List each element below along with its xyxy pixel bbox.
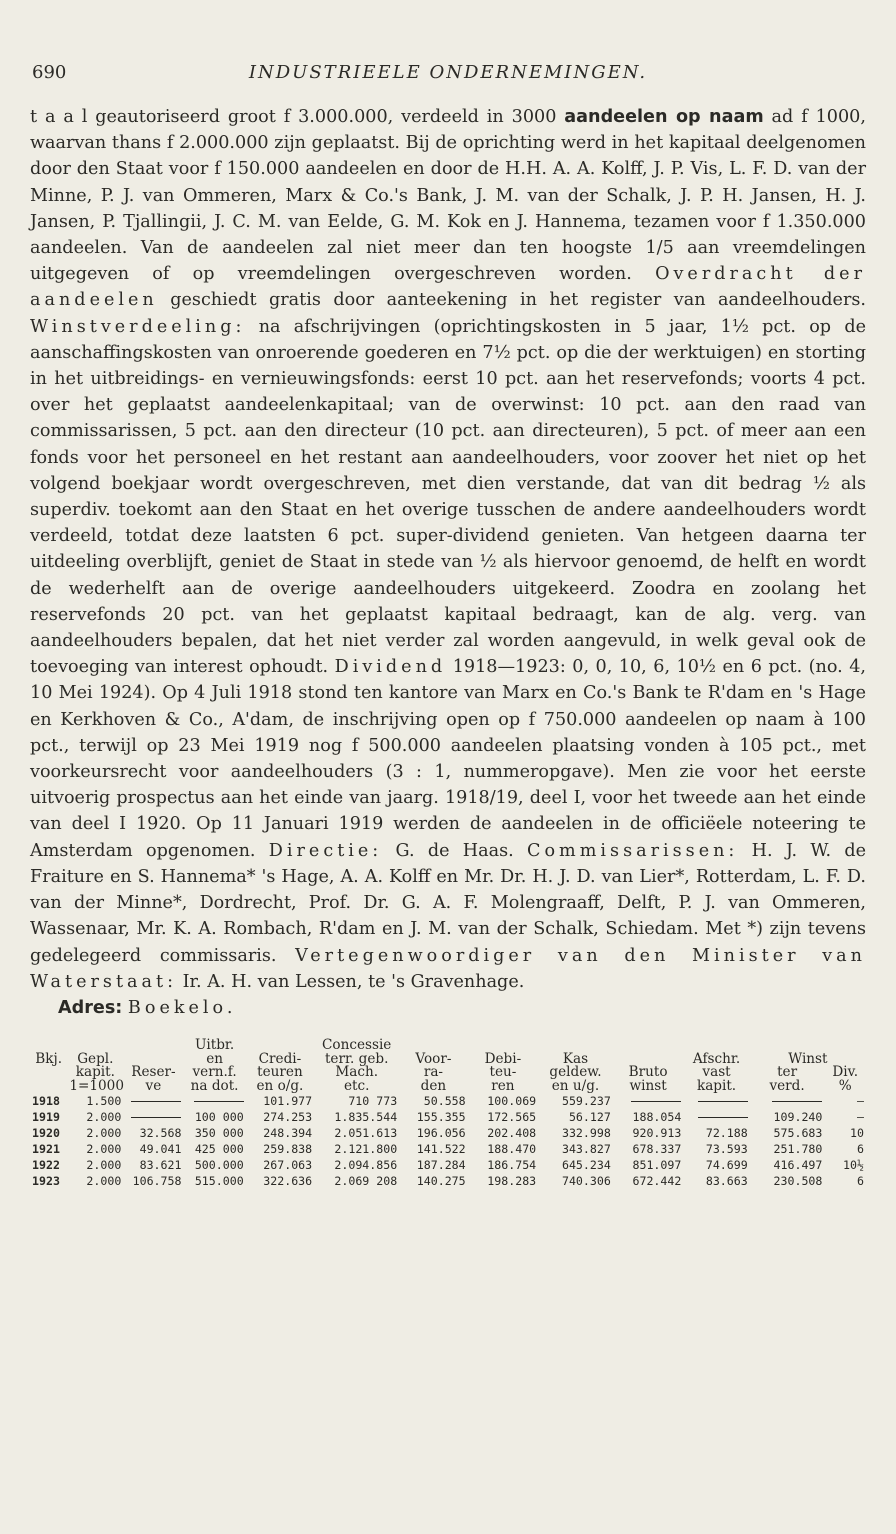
table-cell: 100.069 bbox=[487, 1094, 537, 1109]
table-cell: 187.284 bbox=[416, 1158, 466, 1173]
table-cell: 343.827 bbox=[561, 1142, 611, 1157]
table-header-cell: Gepl. bbox=[77, 1050, 114, 1067]
table-cell: 678.337 bbox=[632, 1142, 682, 1157]
table-cell: 2.069 208 bbox=[334, 1174, 398, 1189]
table-cell: 83.663 bbox=[705, 1174, 748, 1189]
table-cell: 155.355 bbox=[416, 1110, 466, 1125]
table-cell: 500.000 bbox=[194, 1158, 244, 1173]
table-cell: 2.000 bbox=[86, 1158, 122, 1173]
table-cell: 1922 bbox=[32, 1158, 60, 1173]
spaced-heading: Dividend bbox=[334, 657, 447, 678]
table-cell: 2.000 bbox=[86, 1126, 122, 1141]
table-cell: 1919 bbox=[32, 1110, 60, 1125]
address-label: Adres: bbox=[58, 997, 123, 1018]
table-cell: 350 000 bbox=[194, 1126, 244, 1141]
table-header-cell: ve bbox=[145, 1077, 162, 1094]
table-cell: 710 773 bbox=[348, 1094, 398, 1109]
table-cell: 645.234 bbox=[561, 1158, 611, 1173]
text-run: ad f 1000, waarvan thans f 2.000.000 zijn geplaatst. Bij de oprichting werd in het kapitaal deelgenomen door den Staat voor f 150.000 aandeelen en door de H.H. A. A. Kolff, J. P. Vis, L. F. D. van der Minne, P. J. van Ommeren, Marx & Co.'s Bank, J. M. van der Schalk, J. P. H. Jansen, H. J. Jansen, P. Tjallingii, J. C. M. van Eelde, G. M. Kok en J. Hannema, tezamen voor f 1.350.000 aandeelen. Van de aandeelen zal niet meer dan ten hoogste 1/5 aan vreemdelingen uitgegeven of op vreemdelingen overgeschreven worden. bbox=[30, 107, 866, 285]
table-cell: 851.097 bbox=[632, 1158, 682, 1173]
table-row bbox=[30, 1125, 866, 1141]
table-header-cell: Bkj. bbox=[35, 1050, 63, 1067]
table-cell: 259.838 bbox=[263, 1142, 313, 1157]
table-cell: 267.063 bbox=[263, 1158, 313, 1173]
text-run: f 3.000.000, verdeeld in 3000 bbox=[283, 107, 565, 127]
table-cell: 74.699 bbox=[705, 1158, 748, 1173]
table-header-cell: Debi- bbox=[484, 1050, 522, 1067]
table-cell: 1923 bbox=[32, 1174, 60, 1189]
table-cell: 1.835.544 bbox=[334, 1110, 398, 1125]
address-value: Boekelo. bbox=[127, 997, 237, 1018]
table-cell bbox=[683, 1109, 749, 1125]
table-cell: 50.558 bbox=[423, 1094, 466, 1109]
text-run: H. J. W. de Fraiture en S. Hannema* 's Hage, A. A. Kolff en Mr. Dr. H. J. D. van Lier*, Rotterdam, L. F. D. van der Minne*, Dordrecht, Prof. Dr. G. A. F. Molengraaff, Delft, P. J. van Ommeren, Wassenaar, Mr. K. A. Rombach, R'dam en J. M. van der Schalk, Schiedam. Met *) zijn tevens gedelegeerd commissaris. bbox=[30, 840, 866, 966]
table-header-cell: winst bbox=[629, 1077, 667, 1094]
table-header-cell: etc. bbox=[343, 1077, 370, 1094]
spaced-heading: Directie: bbox=[268, 840, 383, 861]
table-cell bbox=[183, 1093, 245, 1109]
text-run: t a a l geautoriseerd groot bbox=[30, 107, 284, 127]
table-cell: 2.000 bbox=[86, 1142, 122, 1157]
table-cell: 1.500 bbox=[86, 1094, 122, 1109]
financial-table-wrapper bbox=[30, 1039, 866, 1189]
table-header-cell: den bbox=[420, 1077, 447, 1094]
table-cell: 575.683 bbox=[773, 1126, 823, 1141]
table-cell: 196.056 bbox=[416, 1126, 466, 1141]
table-cell: 10½ bbox=[843, 1158, 864, 1173]
table-cell: — bbox=[857, 1110, 864, 1125]
table-cell: 141.522 bbox=[416, 1142, 466, 1157]
table-header-cell: Voor- bbox=[415, 1050, 452, 1067]
book-page bbox=[30, 58, 866, 1189]
table-header-cell: Concessie bbox=[322, 1037, 392, 1054]
spaced-heading: Vertegenwoordiger van den Minister van Waterstaat: bbox=[30, 945, 866, 992]
table-header-cell: vern.f. bbox=[192, 1064, 237, 1081]
table-cell: 515.000 bbox=[194, 1174, 244, 1189]
table-cell: 188.470 bbox=[487, 1142, 537, 1157]
text-run: 1918—1923: 0, 0, 10, 6, 10½ en 6 pct. (no. 4, 10 Mei 1924). Op 4 Juli 1918 stond ten kantore van Marx en Co.'s Bank te R'dam en 's Hage en Kerkhoven & Co., A'dam, de inschrijving open op f 750.000 aandeelen op naam à 100 pct., terwijl op 23 Mei 1919 nog f 500.000 aandeelen plaatsing vonden à 105 pct., met voorkeursrecht voor aandeelhouders (3 : 1, nummeropgave). Men zie voor het eerste uitvoerig prospectus aan het einde van jaarg. 1918/19, deel I, voor het tweede aan het einde van deel I 1920. Op 11 Januari 1919 werden de aandeelen in de officiëele noteering te Amsterdam opgenomen. bbox=[30, 657, 866, 861]
table-cell: 920.913 bbox=[632, 1126, 682, 1141]
table-header-cell bbox=[613, 1039, 684, 1053]
table-header-cell: en bbox=[206, 1050, 223, 1067]
table-cell bbox=[123, 1093, 183, 1109]
table-header-cell: en u/g. bbox=[551, 1077, 600, 1094]
table-header-cell bbox=[30, 1066, 67, 1080]
table-cell: 2.121.800 bbox=[334, 1142, 398, 1157]
table-cell: 140.275 bbox=[416, 1174, 466, 1189]
table-cell: 251.780 bbox=[773, 1142, 823, 1157]
table-cell: 32.568 bbox=[139, 1126, 182, 1141]
text-run: na afschrijvingen (oprichtingskosten in 5 jaar, 1½ pct. op de aanschaffingskosten van onroerende goederen en 7½ pct. op die der werktuigen) en storting in het uitbreidings- en vernieuwingsfonds: eerst 10 pct. aan het reservefonds; voorts 4 pct. over het geplaatst aandeelenkapitaal; van de overwinst: 10 pct. aan den raad van commissarissen, 5 pct. aan den directeur (10 pct. aan directeuren), 5 pct. of meer aan een fonds voor het personeel en het restant aan aandeelhouders, voor zoover het niet op het volgend boekjaar wordt overgeschreven, met dien verstande, dat van dit bedrag ½ als superdiv. toekomt aan den Staat en het overige tusschen de andere aandeelhouders wordt verdeeld, totdat deze laatsten 6 pct. super-dividend genieten. Van hetgeen daarna ter uitdeeling overblijft, geniet de Staat in stede van ½ als hiervoor genoemd, de helft en wordt de wederhelft aan de overige aandeelhouders uitgekeerd. Zoodra en zoolang het reservefonds 20 pct. van het geplaatst kapitaal bedraagt, kan de alg. verg. van aandeelhouders bepalen, dat het niet verder zal worden aangevuld, in welk geval ook de toevoeging van interest ophoudt. bbox=[30, 316, 866, 678]
table-cell: 2.000 bbox=[86, 1110, 122, 1125]
table-header-cell: Reser- bbox=[131, 1064, 176, 1081]
table-row bbox=[30, 1173, 866, 1189]
table-cell: 274.253 bbox=[263, 1110, 313, 1125]
body-text bbox=[30, 104, 866, 1021]
table-header-cell: geldew. bbox=[549, 1064, 602, 1081]
table-header-cell: Mach. bbox=[335, 1064, 379, 1081]
table-cell: 559.237 bbox=[561, 1094, 611, 1109]
table-cell: 672.442 bbox=[632, 1174, 682, 1189]
table-header-cell: Winst bbox=[788, 1050, 828, 1067]
table-cell: 172.565 bbox=[487, 1110, 537, 1125]
table-cell: 186.754 bbox=[487, 1158, 537, 1173]
running-title: INDUSTRIEELE ONDERNEMINGEN. bbox=[248, 62, 648, 83]
table-header-cell bbox=[123, 1039, 183, 1053]
table-header-cell: teu- bbox=[489, 1064, 517, 1081]
table-header-cell: verd. bbox=[769, 1077, 805, 1094]
table-header-cell: Afschr. bbox=[692, 1050, 741, 1067]
spaced-heading: Overdracht der aandeelen bbox=[30, 264, 867, 311]
text-run: Ir. A. H. van Lessen, te 's Gravenhage. bbox=[177, 971, 525, 992]
table-cell: 109.240 bbox=[773, 1110, 823, 1125]
table-cell: 740.306 bbox=[561, 1174, 611, 1189]
empty-dash bbox=[131, 1101, 181, 1102]
table-cell bbox=[123, 1109, 183, 1125]
table-row bbox=[30, 1109, 866, 1125]
table-header-cell: % bbox=[838, 1077, 852, 1094]
spaced-heading: Winstverdeeling: bbox=[30, 316, 246, 337]
table-cell: 1918 bbox=[32, 1094, 60, 1109]
table-header-cell: Bruto bbox=[628, 1064, 668, 1081]
table-cell: 248.394 bbox=[263, 1126, 313, 1141]
table-cell: 83.621 bbox=[139, 1158, 182, 1173]
table-cell: 425 000 bbox=[194, 1142, 244, 1157]
empty-dash bbox=[131, 1117, 181, 1118]
table-header-row bbox=[30, 1080, 866, 1094]
text-run: geschiedt gratis door aanteekening in het register van aandeelhouders. bbox=[157, 290, 866, 311]
table-cell: 1921 bbox=[32, 1142, 60, 1157]
table-cell: 49.041 bbox=[139, 1142, 182, 1157]
table-row bbox=[30, 1157, 866, 1173]
table-cell: 101.977 bbox=[263, 1094, 313, 1109]
empty-dash bbox=[194, 1101, 244, 1102]
table-header-cell: Uitbr. bbox=[194, 1037, 235, 1054]
table-header-cell bbox=[30, 1080, 67, 1094]
table-cell: 56.127 bbox=[568, 1110, 611, 1125]
table-cell: 332.998 bbox=[561, 1126, 611, 1141]
table-cell: 2.051.613 bbox=[334, 1126, 398, 1141]
spaced-heading: Commissarissen: bbox=[527, 840, 739, 861]
table-header-cell: en o/g. bbox=[256, 1077, 304, 1094]
emphasis-bold: aandeelen op naam bbox=[564, 107, 764, 127]
table-cell: 2.000 bbox=[86, 1174, 122, 1189]
table-cell: 416.497 bbox=[773, 1158, 823, 1173]
table-header-cell: kapit. bbox=[696, 1077, 737, 1094]
financial-table bbox=[30, 1039, 866, 1189]
table-header-cell: na dot. bbox=[190, 1077, 239, 1094]
text-run: G. de Haas. bbox=[382, 840, 527, 861]
table-cell: 6 bbox=[857, 1174, 864, 1189]
table-cell: 106.758 bbox=[132, 1174, 182, 1189]
table-header-cell: teuren bbox=[257, 1064, 303, 1081]
table-cell: 202.408 bbox=[487, 1126, 537, 1141]
table-cell: 73.593 bbox=[705, 1142, 748, 1157]
table-cell bbox=[613, 1093, 684, 1109]
table-header-cell: Credi- bbox=[258, 1050, 302, 1067]
page-number: 690 bbox=[32, 62, 67, 83]
empty-dash bbox=[698, 1101, 748, 1102]
address-line bbox=[30, 995, 866, 1021]
empty-dash bbox=[631, 1101, 681, 1102]
table-header-cell: terr. geb. bbox=[324, 1050, 389, 1067]
table-header-cell: ter bbox=[777, 1064, 798, 1081]
table-cell bbox=[683, 1093, 749, 1109]
main-paragraph bbox=[30, 104, 866, 995]
table-cell bbox=[750, 1093, 825, 1109]
table-cell: 198.283 bbox=[487, 1174, 537, 1189]
table-cell: 188.054 bbox=[632, 1110, 682, 1125]
table-cell: 1920 bbox=[32, 1126, 60, 1141]
table-cell: — bbox=[857, 1094, 864, 1109]
table-header-cell: ra- bbox=[423, 1064, 444, 1081]
table-cell: 2.094.856 bbox=[334, 1158, 398, 1173]
table-header-cell: Kas bbox=[562, 1050, 589, 1067]
table-row bbox=[30, 1141, 866, 1157]
table-cell: 322.636 bbox=[263, 1174, 313, 1189]
table-header-cell: vast bbox=[702, 1064, 731, 1081]
table-cell: 10 bbox=[850, 1126, 864, 1141]
table-header-cell: Div. bbox=[832, 1064, 859, 1081]
table-cell: 6 bbox=[857, 1142, 864, 1157]
page-header bbox=[30, 58, 866, 104]
table-cell: 100 000 bbox=[194, 1110, 244, 1125]
table-header-cell: ren bbox=[491, 1077, 515, 1094]
table-row bbox=[30, 1093, 866, 1109]
table-cell: 72.188 bbox=[705, 1126, 748, 1141]
empty-dash bbox=[772, 1101, 822, 1102]
table-cell: 230.508 bbox=[773, 1174, 823, 1189]
empty-dash bbox=[698, 1117, 748, 1118]
table-header-cell: kapit. bbox=[75, 1064, 115, 1081]
table-header-cell: 1=1000 bbox=[69, 1077, 124, 1094]
